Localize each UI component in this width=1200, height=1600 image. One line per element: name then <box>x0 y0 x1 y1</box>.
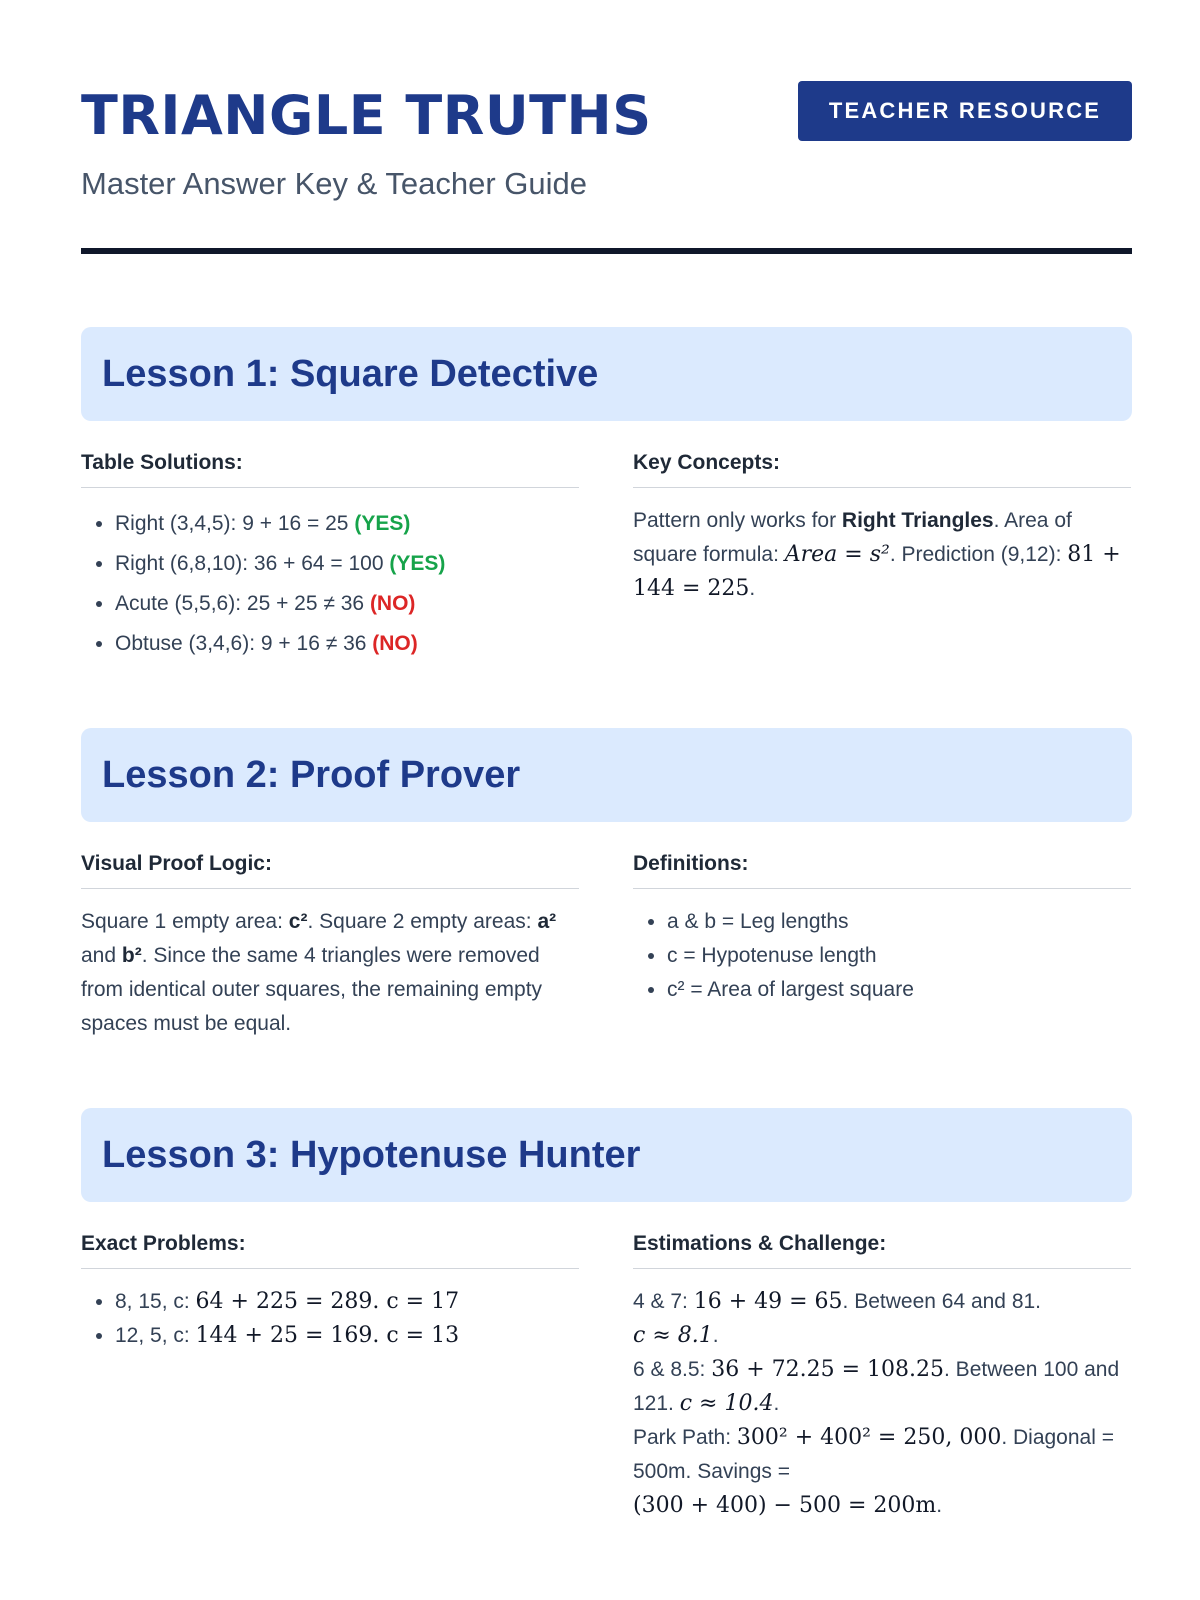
proof-term: a² <box>537 910 557 933</box>
table-solutions-column <box>81 451 579 664</box>
lesson-2-columns <box>81 852 1132 1152</box>
estimation-label: 4 & 7: <box>633 1290 694 1313</box>
area-formula: Area = s² <box>784 542 890 567</box>
lesson-3-title: Lesson 3: Hypotenuse Hunter <box>102 1133 641 1176</box>
exact-problems-column <box>81 1232 579 1353</box>
exact-problems-heading: Exact Problems: <box>81 1232 579 1269</box>
key-concepts-text <box>633 504 1131 606</box>
list-item: • c² = Area of largest square <box>667 973 1131 1007</box>
list-item <box>115 584 579 624</box>
estimation-1: 4 & 7: 16 + 49 = 65. Between 64 and 81. c ≈ 8.1. <box>633 1289 1042 1348</box>
exact-problems-list <box>81 1285 579 1353</box>
proof-text: . Since the same 4 triangles were removed from identical outer squares, the remaining empty spaces must be equal. <box>81 944 543 1035</box>
lesson-1-header <box>81 327 1132 421</box>
table-solutions-list <box>81 504 579 664</box>
concept-text: Pattern only works for <box>633 509 842 532</box>
list-item <box>115 504 579 544</box>
list-item <box>115 1319 579 1353</box>
list-item: • a & b = Leg lengths <box>667 905 1131 939</box>
problem-label: 12, 5, c: <box>115 1324 196 1347</box>
proof-term: b² <box>121 944 142 967</box>
proof-term: c² <box>288 910 308 933</box>
yes-tag: (YES) <box>354 512 411 535</box>
definitions-heading: Definitions: <box>633 852 1131 889</box>
teacher-resource-badge: TEACHER RESOURCE <box>798 81 1132 141</box>
estimation-math: 300² + 400² = 250, 000 <box>736 1425 1002 1450</box>
estimation-label: 6 & 8.5: <box>633 1358 712 1381</box>
lesson-2-title: Lesson 2: Proof Prover <box>102 753 521 796</box>
no-tag: (NO) <box>372 632 418 655</box>
estimation-result: (300 + 400) − 500 = 200m <box>633 1493 937 1518</box>
concept-text: . Prediction (9,12): <box>889 543 1068 566</box>
header-divider <box>81 248 1132 254</box>
list-item <box>115 1285 579 1319</box>
solution-text: Obtuse (3,4,6): 9 + 16 ≠ 36 <box>115 632 373 655</box>
lesson-3-section <box>81 1108 1132 1532</box>
list-item: • c = Hypotenuse length <box>667 939 1131 973</box>
visual-proof-column <box>81 852 579 1041</box>
proof-text: and <box>81 944 122 967</box>
yes-tag: (YES) <box>389 552 446 575</box>
concept-text: . <box>749 577 756 600</box>
estimation-result: c ≈ 10.4 <box>679 1391 774 1416</box>
page-title: TRIANGLE TRUTHS <box>81 84 652 147</box>
table-solutions-heading: Table Solutions: <box>81 451 579 488</box>
list-item <box>115 624 579 664</box>
page-subtitle: Master Answer Key & Teacher Guide <box>81 166 588 201</box>
estimation-label: Park Path: <box>633 1426 737 1449</box>
lesson-3-header <box>81 1108 1132 1202</box>
lesson-3-columns <box>81 1232 1132 1532</box>
problem-math: 144 + 25 = 169. c = 13 <box>195 1323 460 1348</box>
definitions-list <box>633 905 1131 1007</box>
concept-text: . Area of square formula: <box>633 509 1072 566</box>
estimation-text: . Between 64 and 81. <box>842 1290 1042 1313</box>
lesson-1-columns <box>81 451 1132 751</box>
estimation-math: 36 + 72.25 = 108.25 <box>711 1357 945 1382</box>
solution-text: Acute (5,5,6): 25 + 25 ≠ 36 <box>115 592 370 615</box>
lesson-1-title: Lesson 1: Square Detective <box>102 352 599 395</box>
estimation-2: 6 & 8.5: 36 + 72.25 = 108.25. Between 100 and 121. c ≈ 10.4. <box>633 1357 1120 1416</box>
key-concepts-heading: Key Concepts: <box>633 451 1131 488</box>
problem-math: 64 + 225 = 289. c = 17 <box>195 1289 460 1314</box>
lesson-1-section <box>81 327 1132 751</box>
no-tag: (NO) <box>369 592 416 615</box>
estimation-text: . Diagonal = 500m. Savings = <box>633 1426 1114 1483</box>
concept-emphasis: Right Triangles <box>841 509 994 532</box>
estimation-text: . Between 100 and 121. <box>633 1358 1120 1415</box>
estimations-heading: Estimations & Challenge: <box>633 1232 1131 1269</box>
definitions-column <box>633 852 1131 1007</box>
proof-text: . Square 2 empty areas: <box>307 910 538 933</box>
lesson-2-header <box>81 728 1132 822</box>
lesson-2-section <box>81 728 1132 1152</box>
estimations-column <box>633 1232 1131 1523</box>
solution-text: Right (6,8,10): 36 + 64 = 100 <box>115 552 390 575</box>
problem-label: 8, 15, c: <box>115 1290 196 1313</box>
key-concepts-column <box>633 451 1131 606</box>
estimation-3: Park Path: 300² + 400² = 250, 000. Diagonal = 500m. Savings = (300 + 400) − 500 = 200m. <box>633 1425 1114 1518</box>
visual-proof-text <box>81 905 579 1041</box>
list-item <box>115 544 579 584</box>
prediction-math: 81 + 144 = 225 <box>633 542 1121 601</box>
visual-proof-heading: Visual Proof Logic: <box>81 852 579 889</box>
estimation-result: c ≈ 8.1 <box>633 1323 713 1348</box>
solution-text: Right (3,4,5): 9 + 16 = 25 <box>115 512 355 535</box>
proof-text: Square 1 empty area: <box>81 910 289 933</box>
estimation-math: 16 + 49 = 65 <box>693 1289 843 1314</box>
